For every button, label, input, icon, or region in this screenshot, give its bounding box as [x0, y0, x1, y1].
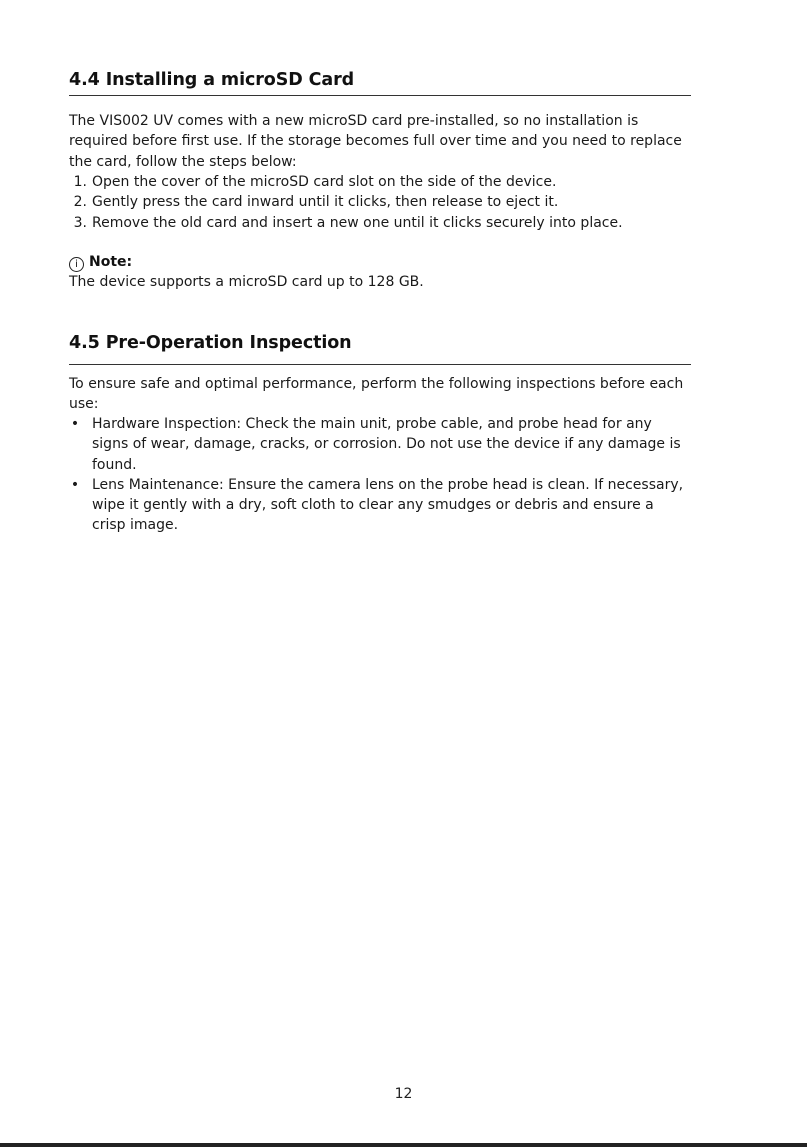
list-item: [69, 213, 699, 233]
step-text: Remove the old card and insert a new one until it clicks securely into place.: [92, 214, 623, 231]
bullet-text: Hardware Inspection: Check the main unit, probe cable, and probe head for any signs of wear, damage, cracks, or corrosion. Do not use the device if any damage is found.: [92, 416, 681, 473]
list-item: [69, 172, 699, 192]
step-text: Open the cover of the microSD card slot on the side of the device.: [92, 174, 557, 190]
note-label: Note:: [89, 254, 133, 270]
bullet-text: Lens Maintenance: Ensure the camera lens on the probe head is clean. If necessary, wipe it gently with a dry, soft cloth to clear any smudges or debris and ensure a crisp image.: [92, 476, 684, 534]
page-bottom-edge: [0, 1143, 807, 1147]
section-4-5-intro: To ensure safe and optimal performance, perform the following inspections before each use:: [69, 376, 684, 413]
bullet-marker: •: [70, 416, 80, 432]
note-heading: [69, 252, 132, 272]
inspection-bullets-list: [69, 414, 691, 536]
list-item: [69, 414, 691, 475]
section-4-5-title: 4.5 Pre-Operation Inspection: [69, 333, 352, 353]
step-text: Gently press the card inward until it clicks, then release to eject it.: [92, 194, 559, 211]
info-circle-icon: i: [69, 257, 84, 272]
step-number: 1.: [73, 174, 87, 190]
list-item: [69, 192, 699, 212]
installation-steps-list: [69, 172, 699, 233]
page-number: 12: [394, 1086, 413, 1102]
note-text: The device supports a microSD card up to 128 GB.: [69, 274, 424, 290]
step-number: 2.: [73, 194, 87, 211]
step-number: 3.: [73, 214, 87, 231]
section-4-4-title: 4.4 Installing a microSD Card: [69, 70, 355, 90]
section-4-4-intro: The VIS002 UV comes with a new microSD card pre-installed, so no installation is required before first use. If the storage becomes full over time and you need to replace the card, follow the steps below:: [69, 113, 682, 170]
list-item: [69, 475, 691, 536]
section-4-4-rule: [69, 95, 691, 96]
bullet-marker: •: [70, 476, 80, 493]
section-4-5-rule: [69, 364, 691, 365]
